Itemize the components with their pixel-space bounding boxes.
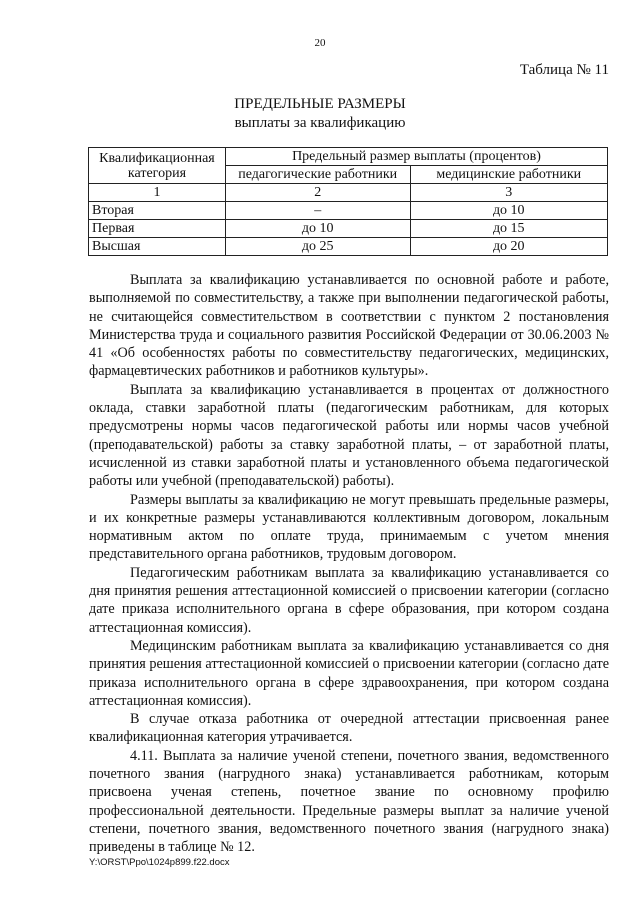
paragraph: 4.11. Выплата за наличие ученой степени, почетного звания, ведомственного почетного звания (нагрудного знака) устанавливается работникам, которым присвоена ученая степень, почетное звание по основному профилю профессиональной деятельности. Предельные размеры выплат за наличие ученой степени, почетного звания, ведомственного почетного звания (нагрудного знака) приведены в таблице № 12. — [89, 747, 609, 856]
table-label: Таблица № 11 — [519, 62, 609, 78]
col-number: 2 — [225, 184, 410, 202]
header-pedagogical: педагогические работники — [225, 166, 410, 184]
row-medical: до 20 — [410, 238, 607, 256]
row-category: Высшая — [89, 238, 226, 256]
title-line-1: ПРЕДЕЛЬНЫЕ РАЗМЕРЫ — [234, 96, 406, 112]
paragraph: Выплата за квалификацию устанавливается по основной работе и работе, выполняемой по совместительству, а также при выполнении педагогической работы, не считающейся совместительством в соответствии с пунктом 2 постановления Министерства труда и социального развития Российской Федерации от 30.06.2003 № 41 «Об особенностях работы по совместительству педагогических, медицинских, фармацевтических работников и работников культуры». — [89, 272, 609, 380]
paragraph: Размеры выплаты за квалификацию не могут превышать предельные размеры, и их конкретные размеры устанавливаются коллективным договором, локальным нормативным актом по оплате труда, принимаемым с учетом мнения представительного органа работников, трудовым договором. — [89, 491, 609, 563]
paragraph: В случае отказа работника от очередной аттестации присвоенная ранее квалификационная категория утрачивается. — [89, 711, 609, 746]
body-text — [89, 271, 609, 857]
table-title — [0, 95, 640, 133]
header-category: Квалификационная категория — [89, 148, 226, 184]
header-medical: медицинские работники — [410, 166, 607, 184]
row-pedagogical: – — [225, 202, 410, 220]
qualification-limits-table — [88, 147, 608, 256]
table-row — [89, 238, 608, 256]
paragraph: Выплата за квалификацию устанавливается в процентах от должностного оклада, ставки заработной платы (педагогическим работникам, для которых предусмотрены нормы часов педагогической работы или нормы часов учебной (преподавательской) работы за ставку заработной платы, – от заработной платы, исчисленной из ставки заработной платы и установленного объема педагогической работы или учебной (преподавательской) работы). — [89, 381, 609, 490]
table-number-row — [89, 184, 608, 202]
table-header-row — [89, 148, 608, 166]
table-row — [89, 220, 608, 238]
row-category: Вторая — [89, 202, 226, 220]
row-pedagogical: до 25 — [225, 238, 410, 256]
page-number: 20 — [314, 37, 326, 49]
row-medical: до 10 — [410, 202, 607, 220]
header-group: Предельный размер выплаты (процентов) — [225, 148, 607, 166]
col-number: 3 — [410, 184, 607, 202]
row-category: Первая — [89, 220, 226, 238]
paragraph: Медицинским работникам выплата за квалификацию устанавливается со дня принятия решения аттестационной комиссией о присвоении категории (согласно дате приказа исполнительного органа в сфере здравоохранения, при котором создана аттестационная комиссия). — [89, 637, 609, 709]
row-medical: до 15 — [410, 220, 607, 238]
footer-file-path: Y:\ORST\Ppo\1024p899.f22.docx — [89, 857, 230, 868]
table-row — [89, 202, 608, 220]
row-pedagogical: до 10 — [225, 220, 410, 238]
title-line-2: выплаты за квалификацию — [234, 115, 406, 131]
col-number: 1 — [89, 184, 226, 202]
paragraph: Педагогическим работникам выплата за квалификацию устанавливается со дня принятия решения аттестационной комиссией о присвоении категории (согласно дате приказа исполнительного органа в сфере образования, при котором создана аттестационная комиссия). — [89, 564, 609, 636]
